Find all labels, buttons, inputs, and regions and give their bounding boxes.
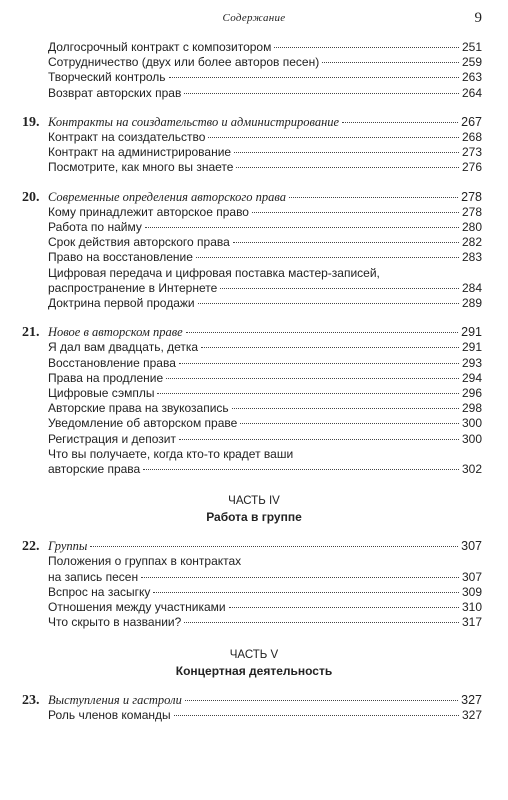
page-number: 9 (474, 10, 482, 26)
toc-entry-page: 251 (461, 40, 482, 54)
toc-entry-text: Я дал вам двадцать, детка (48, 340, 199, 355)
dot-leader (179, 363, 459, 364)
toc-entry[interactable] (0, 600, 508, 615)
chapter-block (0, 325, 508, 477)
chapter-entry[interactable] (0, 693, 508, 708)
toc-entry-page: 309 (461, 584, 482, 599)
dot-leader (342, 122, 458, 123)
dot-leader (169, 77, 459, 78)
toc-entry-page: 296 (461, 386, 482, 401)
toc-entry-text: Роль членов команды (48, 707, 171, 722)
dot-leader (143, 469, 459, 470)
toc-entry[interactable] (0, 55, 508, 70)
toc-entry-page: 268 (461, 130, 482, 145)
toc-entry-page: 280 (461, 220, 482, 235)
toc-entry-page: 300 (461, 416, 482, 431)
toc-entry-text: Права на продление (48, 370, 164, 385)
part-title: Концертная деятельность (175, 663, 333, 678)
toc-entry-page: 263 (461, 70, 482, 85)
dot-leader (229, 607, 459, 608)
dot-leader (198, 303, 459, 304)
toc-entry-text: Контракт на администрирование (48, 145, 232, 160)
toc-entry-text: Что вы получаете, когда кто-то крадет ваши (48, 446, 294, 461)
toc-entry[interactable] (0, 250, 508, 265)
toc-entry-page: 293 (461, 355, 482, 370)
toc-entry-text: авторские права (48, 462, 141, 477)
toc-entry-page: 294 (461, 370, 482, 385)
chapter-entry[interactable] (0, 115, 508, 130)
toc-entry-page: 259 (461, 55, 482, 70)
toc-entry-text: Долгосрочный контракт с композитором (48, 40, 272, 54)
toc-entry-page: 317 (461, 615, 482, 630)
toc-entry-page: 289 (461, 296, 482, 311)
toc-entry[interactable] (0, 86, 508, 101)
part-label: ЧАСТЬ V (229, 648, 279, 661)
toc-entry-text: Что скрыто в названии? (48, 615, 182, 630)
toc-entry-text: Возврат авторских прав (48, 85, 182, 100)
dot-leader (184, 622, 459, 623)
toc-entry-page: 298 (461, 401, 482, 416)
toc-entry-text: Регистрация и депозит (48, 431, 176, 446)
toc-entry-line (0, 266, 508, 281)
chapter-title: Группы (48, 539, 88, 554)
dot-leader (184, 93, 459, 94)
toc-entry-text: Цифровая передача и цифровая поставка мастер-записей, (48, 265, 380, 280)
toc-entry-text: Сотрудничество (двух или более авторов песен) (48, 55, 320, 70)
toc-entry-text: распространение в Интернете (48, 280, 218, 295)
dot-leader (153, 592, 459, 593)
toc-entry[interactable] (0, 585, 508, 600)
chapter-number: 22. (22, 539, 40, 555)
dot-leader (236, 167, 459, 168)
toc-entry-page: 291 (461, 340, 482, 355)
toc-entry-line (0, 447, 508, 462)
toc-entry[interactable] (0, 356, 508, 371)
toc-entry-text: Право на восстановление (48, 250, 193, 265)
toc-entry-page: 278 (461, 204, 482, 219)
toc-entry-text: Восстановление права (48, 355, 176, 370)
dot-leader (234, 152, 459, 153)
dot-leader (208, 137, 459, 138)
dot-leader (232, 408, 459, 409)
toc-entry-text: Вспрос на засыгку (48, 584, 151, 599)
toc-entry[interactable] (0, 432, 508, 447)
toc-entry-page: 300 (461, 431, 482, 446)
toc-entry[interactable] (0, 235, 508, 250)
toc-entry[interactable] (0, 371, 508, 386)
chapter-page: 327 (461, 692, 482, 707)
toc-entry-page: 327 (461, 707, 482, 722)
chapter-block (0, 190, 508, 312)
dot-leader (157, 393, 459, 394)
toc-entry-text: Положения о группах в контрактах (48, 554, 242, 569)
part-label: ЧАСТЬ IV (228, 495, 280, 508)
toc-entry-page: 264 (461, 85, 482, 100)
dot-leader (322, 62, 459, 63)
toc-entry-text: Доктрина первой продажи (48, 296, 195, 311)
table-of-contents (0, 40, 508, 737)
toc-entry[interactable] (0, 40, 508, 55)
toc-entry-page: 284 (461, 280, 482, 295)
chapter-number: 20. (22, 189, 40, 205)
toc-entry-page: 310 (461, 600, 482, 615)
part-title: Работа в группе (206, 510, 302, 525)
chapter-number: 19. (22, 114, 40, 130)
chapter-entry[interactable] (0, 325, 508, 340)
chapter-page: 291 (461, 325, 482, 340)
chapter-number: 21. (22, 325, 40, 341)
chapter-block (0, 115, 508, 176)
toc-entry-text: Цифровые сэмплы (48, 386, 155, 401)
toc-entry-text: Работа по найму (48, 220, 142, 235)
toc-entry-text: Посмотрите, как много вы знаете (48, 160, 234, 175)
toc-entry-page: 273 (461, 145, 482, 160)
toc-entry-text: Отношения между участниками (48, 600, 226, 615)
toc-entry[interactable] (0, 462, 508, 477)
dot-leader (289, 197, 458, 198)
toc-entry[interactable] (0, 281, 508, 296)
toc-entry-page: 302 (461, 462, 482, 477)
toc-entry-page: 276 (461, 160, 482, 175)
toc-entry-page: 307 (461, 569, 482, 584)
chapter-block (0, 539, 508, 630)
toc-entry-text: на запись песен (48, 569, 139, 584)
running-header (0, 10, 508, 28)
dot-leader (145, 227, 459, 228)
dot-leader (174, 715, 459, 716)
dot-leader (166, 378, 459, 379)
toc-entry-text: Кому принадлежит авторское право (48, 204, 249, 219)
dot-leader (220, 288, 459, 289)
toc-entry[interactable] (0, 70, 508, 85)
toc-entry[interactable] (0, 570, 508, 585)
dot-leader (201, 347, 459, 348)
chapter-page: 278 (461, 189, 482, 204)
chapter-page: 307 (461, 539, 482, 554)
toc-entry[interactable] (0, 416, 508, 431)
toc-entry-text: Контракт на соиздательство (48, 130, 206, 145)
chapter-entry[interactable] (0, 539, 508, 554)
toc-entry[interactable] (0, 160, 508, 175)
toc-entry-text: Творческий контроль (48, 70, 166, 85)
toc-entry[interactable] (0, 296, 508, 311)
dot-leader (252, 212, 459, 213)
toc-entry[interactable] (0, 386, 508, 401)
dot-leader (186, 332, 458, 333)
part-heading (0, 647, 508, 679)
toc-entry[interactable] (0, 145, 508, 160)
toc-entry[interactable] (0, 220, 508, 235)
toc-entry-line (0, 554, 508, 569)
dot-leader (141, 577, 459, 578)
toc-entry-text: Срок действия авторского права (48, 235, 230, 250)
chapter-number: 23. (22, 692, 40, 708)
chapter-title: Новое в авторском праве (48, 325, 183, 340)
toc-entry-text: Уведомление об авторском праве (48, 416, 238, 431)
part-heading (0, 493, 508, 525)
chapter-entry[interactable] (0, 190, 508, 205)
toc-entry[interactable] (0, 130, 508, 145)
chapter-page: 267 (461, 114, 482, 129)
toc-entry-page: 283 (461, 250, 482, 265)
chapter-title: Современные определения авторского права (48, 189, 287, 204)
toc-entry-text: Авторские права на звукозапись (48, 401, 229, 416)
toc-entry[interactable] (0, 401, 508, 416)
dot-leader (233, 242, 459, 243)
dot-leader (196, 257, 459, 258)
toc-entry[interactable] (0, 708, 508, 723)
chapter-title: Выступления и гастроли (48, 692, 182, 707)
dot-leader (90, 546, 458, 547)
toc-entry-page: 282 (461, 235, 482, 250)
running-title: Содержание (222, 12, 286, 24)
toc-entry[interactable] (0, 615, 508, 630)
chapter-block (0, 693, 508, 723)
dot-leader (274, 47, 459, 48)
dot-leader (240, 423, 459, 424)
dot-leader (179, 439, 459, 440)
chapter-block (0, 40, 508, 101)
chapter-title: Контракты на соиздательство и администрирование (48, 114, 340, 129)
toc-entry[interactable] (0, 205, 508, 220)
toc-entry[interactable] (0, 340, 508, 355)
dot-leader (185, 700, 458, 701)
